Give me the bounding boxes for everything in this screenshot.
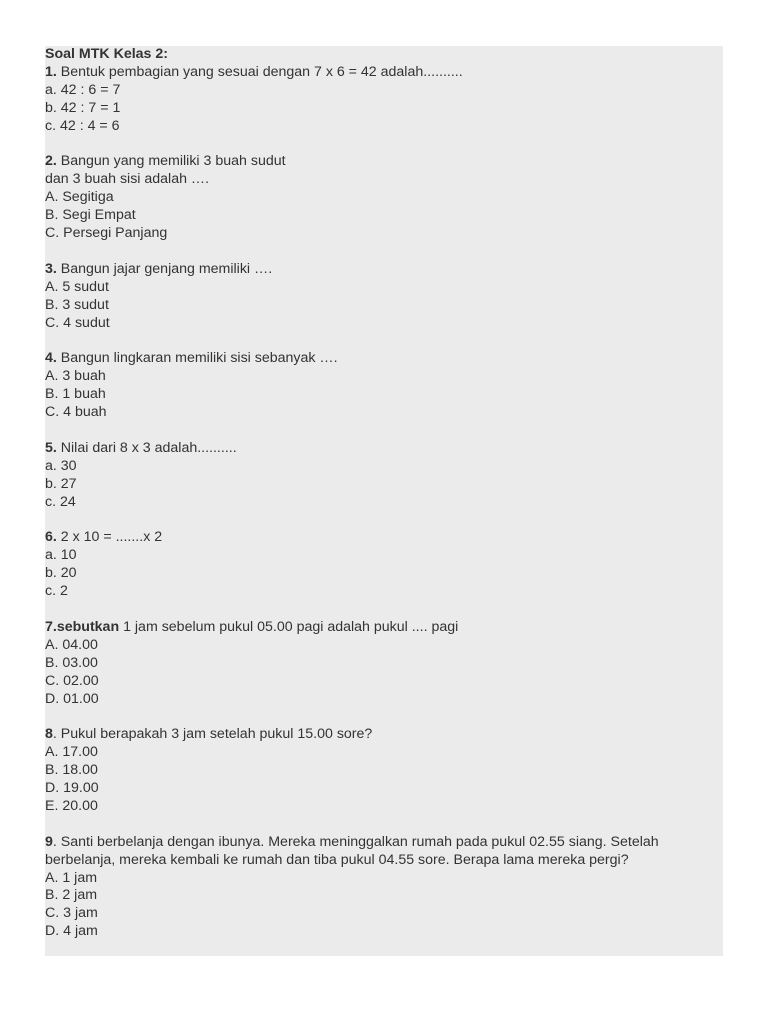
option: a. 10 — [45, 547, 77, 564]
question-number: 6. — [45, 529, 57, 546]
option: A. 1 jam — [45, 869, 98, 886]
option: A. 5 sudut — [45, 278, 109, 295]
option: B. 18.00 — [45, 762, 98, 779]
option: B. 03.00 — [45, 654, 98, 671]
question-number: 1. — [45, 63, 57, 80]
question-7 — [45, 619, 719, 709]
question-number: 3. — [45, 260, 57, 277]
option: C. Persegi Panjang — [45, 225, 168, 242]
option: c. 42 : 4 = 6 — [45, 117, 120, 134]
option: C. 02.00 — [45, 672, 99, 689]
document-title: Soal MTK Kelas 2: — [45, 46, 168, 62]
question-2 — [45, 153, 719, 243]
question-text: 1. Bentuk pembagian yang sesuai dengan 7 x 6 = 42 adalah.......... — [45, 63, 463, 80]
question-5 — [45, 440, 719, 512]
question-number: 2. — [45, 153, 57, 170]
question-8 — [45, 726, 719, 816]
question-text: 3. Bangun jajar genjang memiliki …. — [45, 260, 273, 277]
option: B. 1 buah — [45, 386, 106, 403]
option: c. 24 — [45, 493, 76, 510]
option: D. 4 jam — [45, 923, 98, 940]
option: A. Segitiga — [45, 189, 114, 206]
question-1 — [45, 64, 719, 136]
option: C. 4 buah — [45, 404, 107, 421]
option: c. 2 — [45, 583, 68, 600]
option: A. 04.00 — [45, 636, 98, 653]
question-text: 6. 2 x 10 = .......x 2 — [45, 529, 163, 546]
question-text: 4. Bangun lingkaran memiliki sisi sebanyak …. — [45, 350, 338, 367]
option: b. 27 — [45, 475, 77, 492]
question-text: 8. Pukul berapakah 3 jam setelah pukul 15.00 sore? — [45, 726, 373, 743]
option: B. 2 jam — [45, 887, 98, 904]
option: C. 4 sudut — [45, 314, 110, 331]
question-text: 2. Bangun yang memiliki 3 buah sudut — [45, 153, 286, 170]
option: a. 30 — [45, 457, 77, 474]
option: B. 3 sudut — [45, 296, 109, 313]
question-number: 4. — [45, 350, 57, 367]
question-number: 5. — [45, 439, 57, 456]
question-text-continued: berbelanja, mereka kembali ke rumah dan tiba pukul 04.55 sore. Berapa lama mereka pergi? — [45, 851, 629, 868]
question-text: 9. Santi berbelanja dengan ibunya. Mereka meninggalkan rumah pada pukul 02.55 siang. Setelah — [45, 833, 659, 850]
option: a. 42 : 6 = 7 — [45, 81, 121, 98]
question-3 — [45, 261, 719, 333]
option: A. 17.00 — [45, 744, 98, 761]
option: A. 3 buah — [45, 368, 106, 385]
question-9 — [45, 834, 719, 941]
option: D. 19.00 — [45, 780, 99, 797]
option: b. 20 — [45, 565, 77, 582]
question-number: 7.sebutkan — [45, 618, 120, 635]
question-number: 8 — [45, 726, 53, 743]
question-6 — [45, 529, 719, 601]
question-text: 5. Nilai dari 8 x 3 adalah.......... — [45, 439, 237, 456]
option: B. Segi Empat — [45, 207, 136, 224]
option: E. 20.00 — [45, 797, 98, 814]
question-text: 7.sebutkan 1 jam sebelum pukul 05.00 pagi adalah pukul .... pagi — [45, 618, 459, 635]
quiz-content — [45, 46, 719, 941]
option: b. 42 : 7 = 1 — [45, 99, 121, 116]
question-text-continued: dan 3 buah sisi adalah …. — [45, 171, 210, 188]
question-4 — [45, 350, 719, 422]
question-number: 9 — [45, 833, 53, 850]
option: C. 3 jam — [45, 905, 98, 922]
option: D. 01.00 — [45, 690, 99, 707]
